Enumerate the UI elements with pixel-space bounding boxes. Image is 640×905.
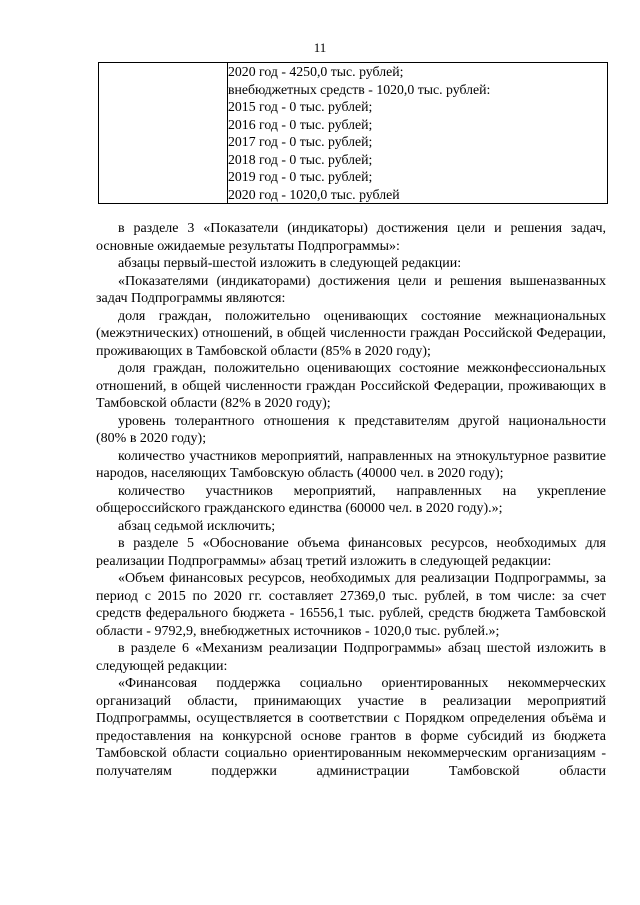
paragraph-funding-volume: «Объем финансовых ресурсов, необходимых для реализации Подпрограммы, за период с 2015 по 2020 гг. составляет 27369,0 тыс. рублей, в том числе: за счет средств федерального бюджета - 16556,1 тыс. рублей, средств бюджета Тамбовской области - 9792,9, внебюджетных источников - 1020,0 тыс. рублей.»; (96, 571, 606, 639)
paragraph-exclude-seventh: абзац седьмой исключить; (118, 518, 276, 534)
paragraph-interconfessional: доля граждан, положительно оценивающих состояние межконфессиональных отношений, в общей численности граждан Российской Федерации, проживающих в Тамбовской области (82% в 2020 году); (96, 361, 606, 411)
paragraph-indicators-intro: «Показателями (индикаторами) достижения цели и решения вышеназванных задач Подпрограммы являются: (96, 273, 606, 306)
table-line: 2020 год - 1020,0 тыс. рублей (228, 186, 400, 202)
table-line: 2017 год - 0 тыс. рублей; (228, 134, 373, 149)
paragraph-section3: в разделе 3 «Показатели (индикаторы) достижения цели и решения задач, основные ожидаемые результаты Подпрограммы»: (96, 221, 606, 254)
table-line: 2015 год - 0 тыс. рублей; (228, 99, 373, 114)
table-line: 2016 год - 0 тыс. рублей; (228, 116, 373, 132)
paragraph-ethnocultural: количество участников мероприятий, направленных на этнокультурное развитие народов, населяющих Тамбовскую область (40000 чел. в 2020 году); (96, 448, 606, 481)
paragraph-civic-unity: количество участников мероприятий, направленных на укрепление общероссийского гражданского единства (60000 чел. в 2020 году).»; (96, 483, 606, 516)
paragraph-tolerance: уровень толерантного отношения к представителям другой национальности (80% в 2020 году); (96, 413, 606, 446)
paragraph-section6: в разделе 6 «Механизм реализации Подпрограммы» абзац шестой изложить в следующей редакции: (96, 641, 606, 674)
financing-table (98, 62, 608, 204)
paragraph-section5: в разделе 5 «Обоснование объема финансовых ресурсов, необходимых для реализации Подпрограммы» абзац третий изложить в следующей редакции: (96, 536, 606, 569)
paragraph-financial-support: «Финансовая поддержка социально ориентированных некоммерческих организаций области, принимающих участие в реализации мероприятий Подпрограммы, осуществляется в соответствии с Порядком определения объёма и предоставления на конкурсной основе грантов в форме субсидий из бюджета Тамбовской области социально ориентированным некоммерческим организациям - получателям поддержки администрации Тамбовской области (96, 676, 606, 779)
table-right-cell (228, 63, 608, 204)
paragraph-interethnic: доля граждан, положительно оценивающих состояние межнациональных (межэтнических) отношений, в общей численности граждан Российской Федерации, проживающих в Тамбовской области (85% в 2020 году); (96, 308, 606, 359)
table-left-cell (99, 63, 228, 204)
table-line: 2018 год - 0 тыс. рублей; (228, 151, 373, 167)
table-line: внебюджетных средств - 1020,0 тыс. рублей: (228, 81, 491, 97)
paragraph-paras1-6: абзацы первый-шестой изложить в следующей редакции: (118, 256, 462, 271)
table-row (99, 63, 608, 204)
table-line: 2020 год - 4250,0 тыс. рублей; (228, 64, 404, 79)
page-number: 11 (313, 40, 327, 55)
document-body (96, 220, 606, 780)
table-line: 2019 год - 0 тыс. рублей; (228, 169, 373, 184)
